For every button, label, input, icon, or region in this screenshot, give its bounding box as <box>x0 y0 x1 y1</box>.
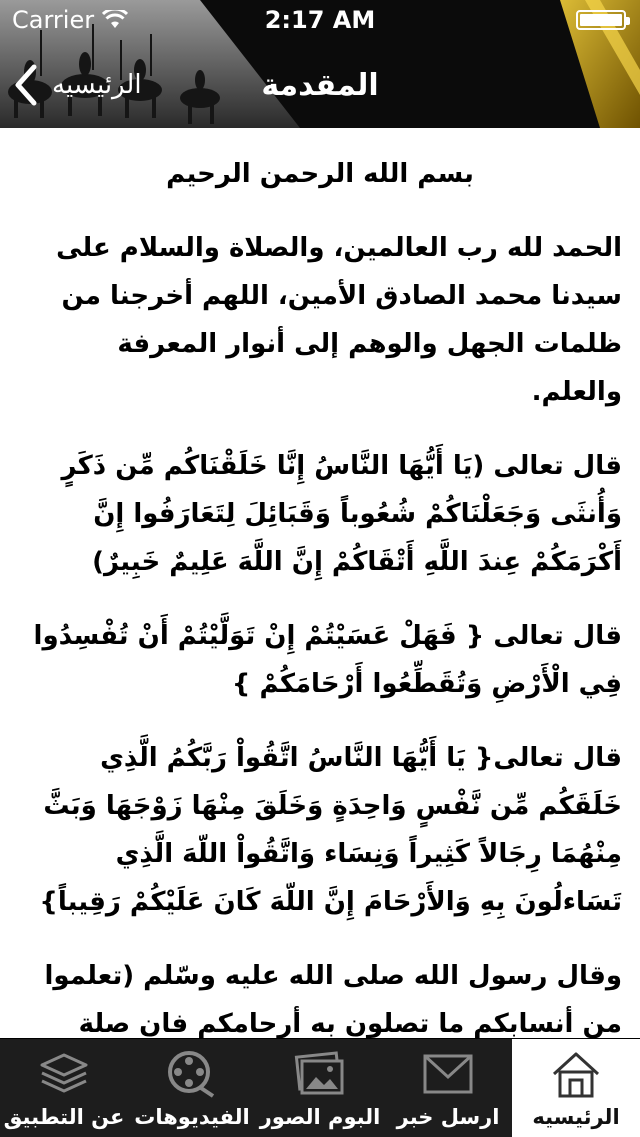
paragraph-1: الحمد لله رب العالمين، والصلاة والسلام على سيدنا محمد الصادق الأمين، اللهم أخرجنا من ظلمات الجهل والوهم إلى أنوار المعرفة والعلم. <box>56 233 622 407</box>
navigation-header <box>0 0 640 128</box>
home-icon <box>548 1049 604 1099</box>
introduction-text-scroll[interactable] <box>0 128 640 1038</box>
tab-about-app-label: عن التطبيق <box>3 1105 125 1129</box>
page-title: المقدمة <box>261 68 379 103</box>
paragraph-4: قال تعالى{ يَا أَيُّهَا النَّاسُ اتَّقُواْ رَبَّكُمُ الَّذِي خَلَقَكُم مِّن نَّفْسٍ وَاحِدَةٍ وَخَلَقَ مِنْهَا زَوْجَهَا وَبَثَّ مِنْهُمَا رِجَالاً كَثِيراً وَنِسَاء وَاتَّقُواْ اللّهَ الَّذِي تَسَاءلُونَ بِهِ وَالأَرْحَامَ إِنَّ اللّهَ كَانَ عَلَيْكُمْ رَقِيباً} <box>39 743 622 917</box>
paragraph-3: قال تعالى { فَهَلْ عَسَيْتُمْ إِنْ تَوَلَّيْتُمْ أَنْ تُفْسِدُوا فِي الْأَرْضِ وَتُقَطِّعُوا أَرْحَامَكُمْ } <box>33 621 622 699</box>
status-time: 2:17 AM <box>264 6 376 34</box>
back-button[interactable] <box>14 62 142 108</box>
tab-photo-album[interactable] <box>256 1039 384 1137</box>
paragraph-2: قال تعالى (يَا أَيُّهَا النَّاسُ إِنَّا خَلَقْنَاكُم مِّن ذَكَرٍ وَأُنثَى وَجَعَلْنَاكُمْ شُعُوباً وَقَبَائِلَ لِتَعَارَفُوا إِنَّ أَكْرَمَكُمْ عِندَ اللَّهِ أَتْقَاكُمْ إِنَّ اللَّهَ عَلِيمٌ خَبِيرٌ) <box>61 451 622 577</box>
basmala-line: بسم الله الرحمن الرحيم <box>166 159 474 189</box>
tab-bar <box>0 1038 640 1137</box>
tab-home[interactable] <box>512 1039 640 1137</box>
tab-photo-album-label: البوم الصور <box>259 1105 381 1129</box>
paragraph-5: وقال رسول الله صلى الله عليه وسّلم (تعلموا من أنسابكم ما تصلون به أرحامكم فان صلة <box>44 961 622 1038</box>
battery-icon <box>576 10 626 30</box>
tab-videos-label: الفيديوهات <box>134 1105 250 1129</box>
tab-about-app[interactable] <box>0 1039 128 1137</box>
tab-videos[interactable] <box>128 1039 256 1137</box>
back-button-label: الرئيسيه <box>52 70 142 100</box>
carrier-label: Carrier <box>12 6 95 34</box>
status-bar <box>0 0 640 40</box>
tab-home-label: الرئيسيه <box>532 1105 620 1129</box>
chevron-left-icon <box>14 64 38 106</box>
envelope-icon <box>420 1049 476 1099</box>
tab-send-news[interactable] <box>384 1039 512 1137</box>
layers-icon <box>36 1049 92 1099</box>
photo-album-icon <box>292 1049 348 1099</box>
tab-send-news-label: ارسل خبر <box>396 1105 500 1129</box>
film-reel-icon <box>164 1049 220 1099</box>
